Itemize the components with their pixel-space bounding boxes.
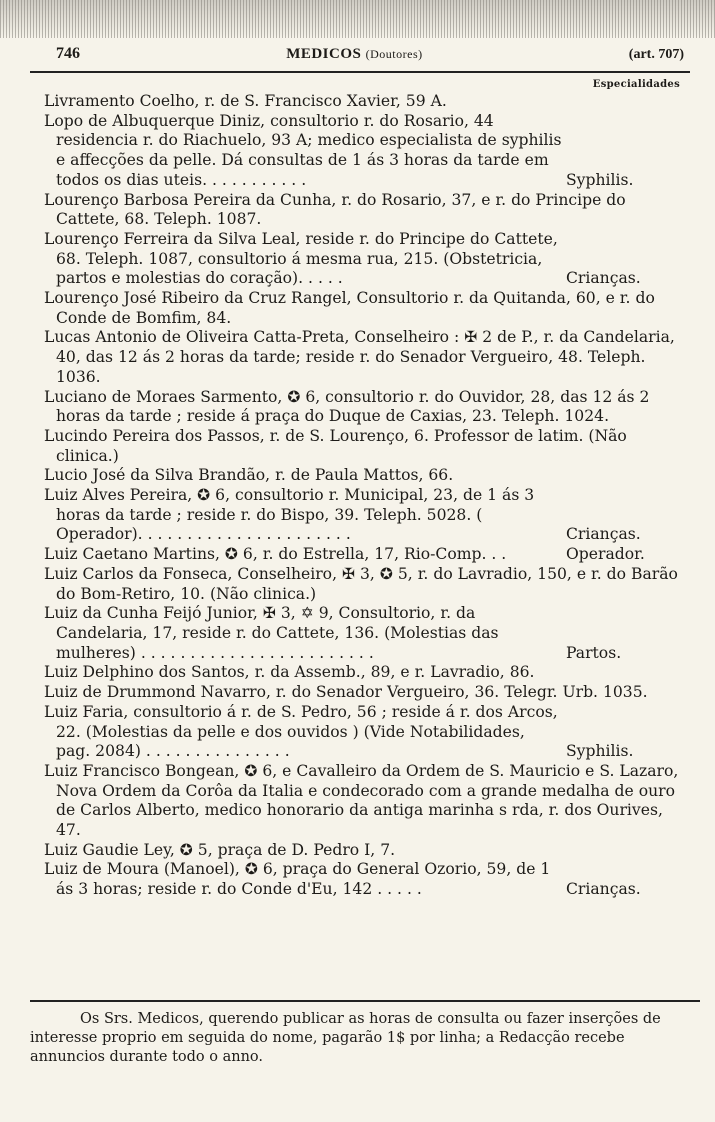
directory-entry [30, 486, 690, 545]
directory-entry [30, 466, 690, 486]
directory-entry [30, 230, 690, 289]
entry-text: Lopo de Albuquerque Diniz, consultorio r. do Rosario, 44 residencia r. do Riachuelo, 93 A; medico especialista de syphilis e affecções da pelle. Dá consultas de 1 ás 3 horas da tarde em todos os dias uteis. . . . . . . . . . . [44, 111, 562, 189]
entry-specialty: Operador. [566, 545, 645, 564]
entry-specialty: Syphilis. [566, 742, 634, 761]
entry-list [30, 92, 690, 900]
directory-entry [30, 92, 690, 112]
entry-text: Lucio José da Silva Brandão, r. de Paula Mattos, 66. [44, 466, 454, 485]
running-title-sub: (Doutores) [365, 47, 423, 61]
directory-entry [30, 841, 690, 861]
specialty-column-label: Especialidades [592, 79, 680, 90]
entry-specialty: Crianças. [566, 269, 641, 288]
directory-entry [30, 565, 690, 604]
entry-specialty: Partos. [566, 643, 622, 662]
running-title-main: MEDICOS [286, 46, 362, 62]
footer-note: Os Srs. Medicos, querendo publicar as horas de consulta ou fazer inserções de interesse proprio em seguida do nome, pagarão 1$ por linha; a Redacção recebe annuncios durante todo o anno. [30, 1000, 700, 1067]
directory-entry [30, 112, 690, 191]
scan-noise-band [0, 0, 715, 38]
entry-text: Luiz Gaudie Ley, ✪ 5, praça de D. Pedro I, 7. [44, 840, 396, 859]
entry-text: Livramento Coelho, r. de S. Francisco Xavier, 59 A. [44, 92, 447, 110]
entry-text: Luiz Francisco Bongean, ✪ 6, e Cavalleiro da Ordem de S. Mauricio e S. Lazaro, Nova Ordem da Corôa da Italia e condecorado com a grande medalha de ouro de Carlos Alberto, medico honorario da antiga marinha s rda, r. dos Ourives, 47. [44, 761, 679, 840]
directory-entry [30, 762, 690, 841]
directory-entry [30, 683, 690, 703]
entry-text: Lourenço José Ribeiro da Cruz Rangel, Consultorio r. da Quitanda, 60, e r. do Conde de Bomfim, 84. [44, 289, 655, 327]
directory-entry [30, 860, 690, 899]
directory-entry [30, 191, 690, 230]
running-header [30, 45, 690, 73]
page-number: 746 [56, 45, 80, 62]
directory-page [30, 45, 690, 900]
entry-text: Luiz de Drummond Navarro, r. do Senador Vergueiro, 36. Telegr. Urb. 1035. [44, 683, 648, 702]
entry-specialty: Crianças. [566, 525, 641, 544]
entry-text: Lourenço Ferreira da Silva Leal, reside r. do Principe do Cattete, 68. Teleph. 1087, consultorio á mesma rua, 215. (Obstetricia, partos e molestias do coração). . . . . [44, 229, 558, 288]
directory-entry [30, 427, 690, 466]
entry-text: Luiz Delphino dos Santos, r. da Assemb., 89, e r. Lavradio, 86. [44, 663, 535, 682]
entry-text: Luciano de Moraes Sarmento, ✪ 6, consultorio r. do Ouvidor, 28, das 12 ás 2 horas da tarde ; reside á praça do Duque de Caxias, 23. Teleph. 1024. [44, 387, 650, 426]
directory-entry [30, 328, 690, 387]
directory-entry [30, 703, 690, 762]
entry-specialty: Crianças. [566, 880, 641, 899]
entry-text: Luiz Caetano Martins, ✪ 6, r. do Estrella, 17, Rio-Comp. . . [44, 545, 507, 564]
running-title [286, 46, 422, 63]
directory-entry [30, 604, 690, 663]
directory-entry [30, 388, 690, 427]
entry-text: Luiz Faria, consultorio á r. de S. Pedro, 56 ; reside á r. dos Arcos, 22. (Molestias da pelle e dos ouvidos ) (Vide Notabilidades, pag. 2084) . . . . . . . . . . . . . . . [44, 702, 558, 761]
directory-entry [30, 663, 690, 683]
directory-entry [30, 545, 690, 565]
entry-text: Luiz da Cunha Feijó Junior, ✠ 3, ✡ 9, Consultorio, r. da Candelaria, 17, reside r. do Cattete, 136. (Molestias das mulheres) . . . . . . . . . . . . . . . . . . . . . . . . [44, 604, 499, 662]
entry-text: Luiz Carlos da Fonseca, Conselheiro, ✠ 3, ✪ 5, r. do Lavradio, 150, e r. do Barão do Bom-Retiro, 10. (Não clinica.) [44, 564, 678, 603]
entry-text: Luiz Alves Pereira, ✪ 6, consultorio r. Municipal, 23, de 1 ás 3 horas da tarde ; reside r. do Bispo, 39. Teleph. 5028. ( Operador). . . . . . . . . . . . . . . . . . . . . . [44, 486, 535, 544]
entry-specialty: Syphilis. [566, 170, 634, 189]
entry-text: Lourenço Barbosa Pereira da Cunha, r. do Rosario, 37, e r. do Principe do Cattete, 68. Teleph. 1087. [44, 190, 626, 229]
entry-text: Luiz de Moura (Manoel), ✪ 6, praça do General Ozorio, 59, de 1 ás 3 horas; reside r. do Conde d'Eu, 142 . . . . . [44, 860, 551, 899]
directory-entry [30, 289, 690, 328]
article-reference: (art. 707) [628, 47, 684, 62]
entry-text: Lucindo Pereira dos Passos, r. de S. Lourenço, 6. Professor de latim. (Não clinica.) [44, 426, 627, 465]
entry-text: Lucas Antonio de Oliveira Catta-Preta, Conselheiro : ✠ 2 de P., r. da Candelaria, 40, das 12 ás 2 horas da tarde; reside r. do Senador Vergueiro, 48. Teleph. 1036. [44, 328, 675, 386]
